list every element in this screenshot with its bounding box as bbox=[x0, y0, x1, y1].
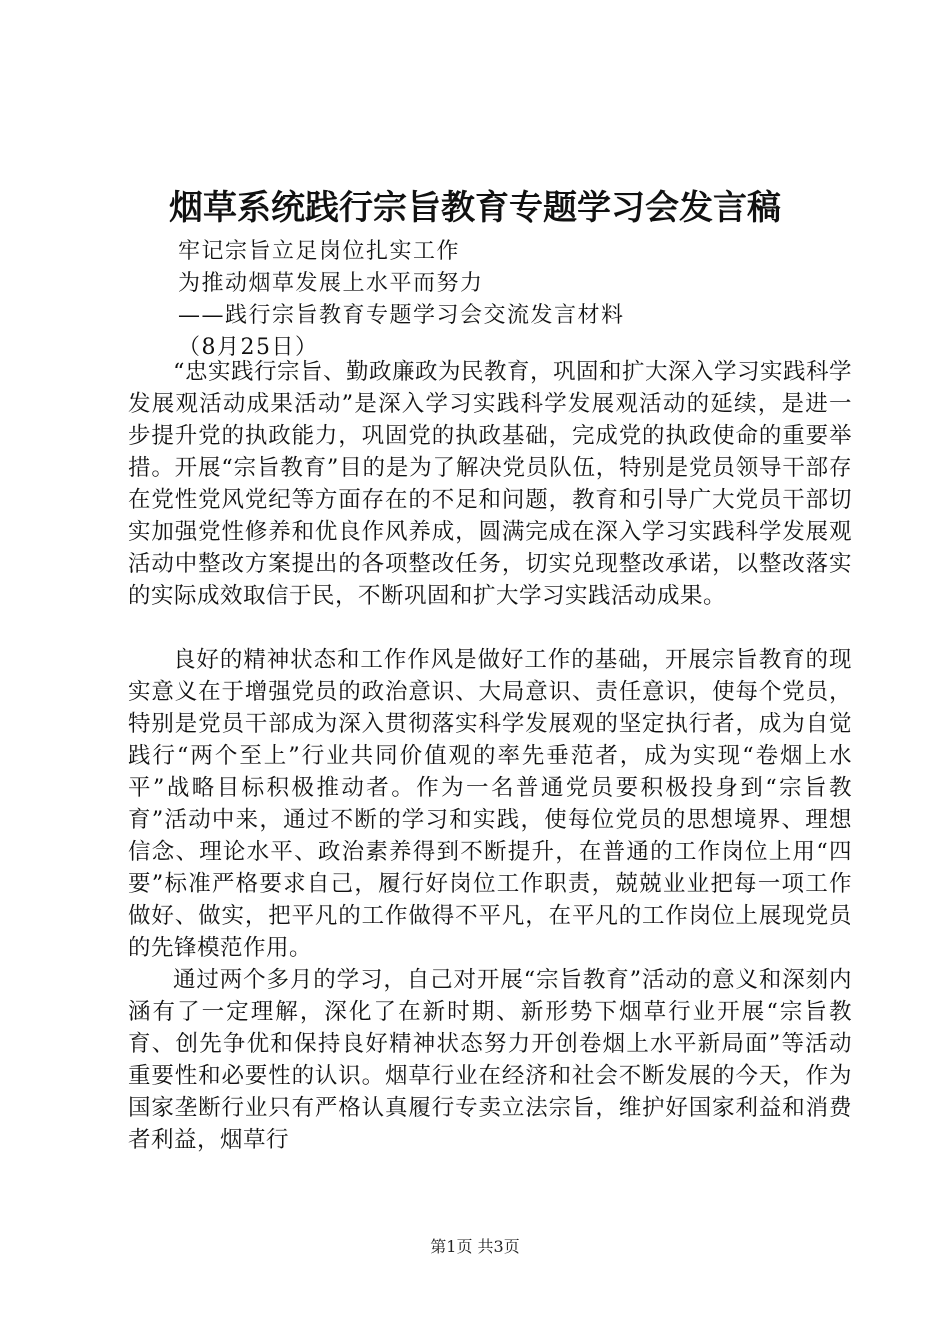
subtitle-block bbox=[178, 236, 878, 364]
paragraph-2: 良好的精神状态和工作作风是做好工作的基础，开展宗旨教育的现实意义在于增强党员的政治意识、大局意识、责任意识，使每个党员，特别是党员干部成为深入贯彻落实科学发展观的坚定执行者，成为自觉践行“两个至上”行业共同价值观的率先垂范者，成为实现“卷烟上水平”战略目标积极推动者。作为一名普通党员要积极投身到“宗旨教育”活动中来，通过不断的学习和实践，使每位党员的思想境界、理想信念、理论水平、政治素养得到不断提升，在普通的工作岗位上用“四要”标准严格要求自己，履行好岗位工作职责，兢兢业业把每一项工作做好、做实，把平凡的工作做得不平凡，在平凡的工作岗位上展现党员的先锋模范作用。 bbox=[128, 647, 852, 961]
page-number-footer: 第1页 共3页 bbox=[430, 1237, 520, 1256]
subtitle-line-2: 为推动烟草发展上水平而努力 bbox=[178, 271, 484, 296]
body-text bbox=[128, 356, 852, 1156]
subtitle-line-1: 牢记宗旨立足岗位扎实工作 bbox=[178, 239, 461, 264]
subtitle-line-3: ——践行宗旨教育专题学习会交流发言材料 bbox=[178, 303, 625, 328]
document-title: 烟草系统践行宗旨教育专题学习会发言稿 bbox=[169, 188, 781, 228]
paragraph-3: 通过两个多月的学习，自己对开展“宗旨教育”活动的意义和深刻内涵有了一定理解，深化了在新时期、新形势下烟草行业开展“宗旨教育、创先争优和保持良好精神状态努力开创卷烟上水平新局面”等活动重要性和必要性的认识。烟草行业在经济和社会不断发展的今天，作为国家垄断行业只有严格认真履行专卖立法宗旨，维护好国家利益和消费者利益，烟草行 bbox=[128, 967, 852, 1153]
date-line: （8月25日） bbox=[178, 335, 319, 360]
paragraph-1: “忠实践行宗旨、勤政廉政为民教育，巩固和扩大深入学习实践科学发展观活动成果活动”是深入学习实践科学发展观活动的延续，是进一步提升党的执政能力，巩固党的执政基础，完成党的执政使命的重要举措。开展“宗旨教育”目的是为了解决党员队伍，特别是党员领导干部存在党性党风党纪等方面存在的不足和问题，教育和引导广大党员干部切实加强党性修养和优良作风养成，圆满完成在深入学习实践科学发展观活动中整改方案提出的各项整改任务，切实兑现整改承诺，以整改落实的实际成效取信于民，不断巩固和扩大学习实践活动成果。 bbox=[128, 359, 853, 609]
